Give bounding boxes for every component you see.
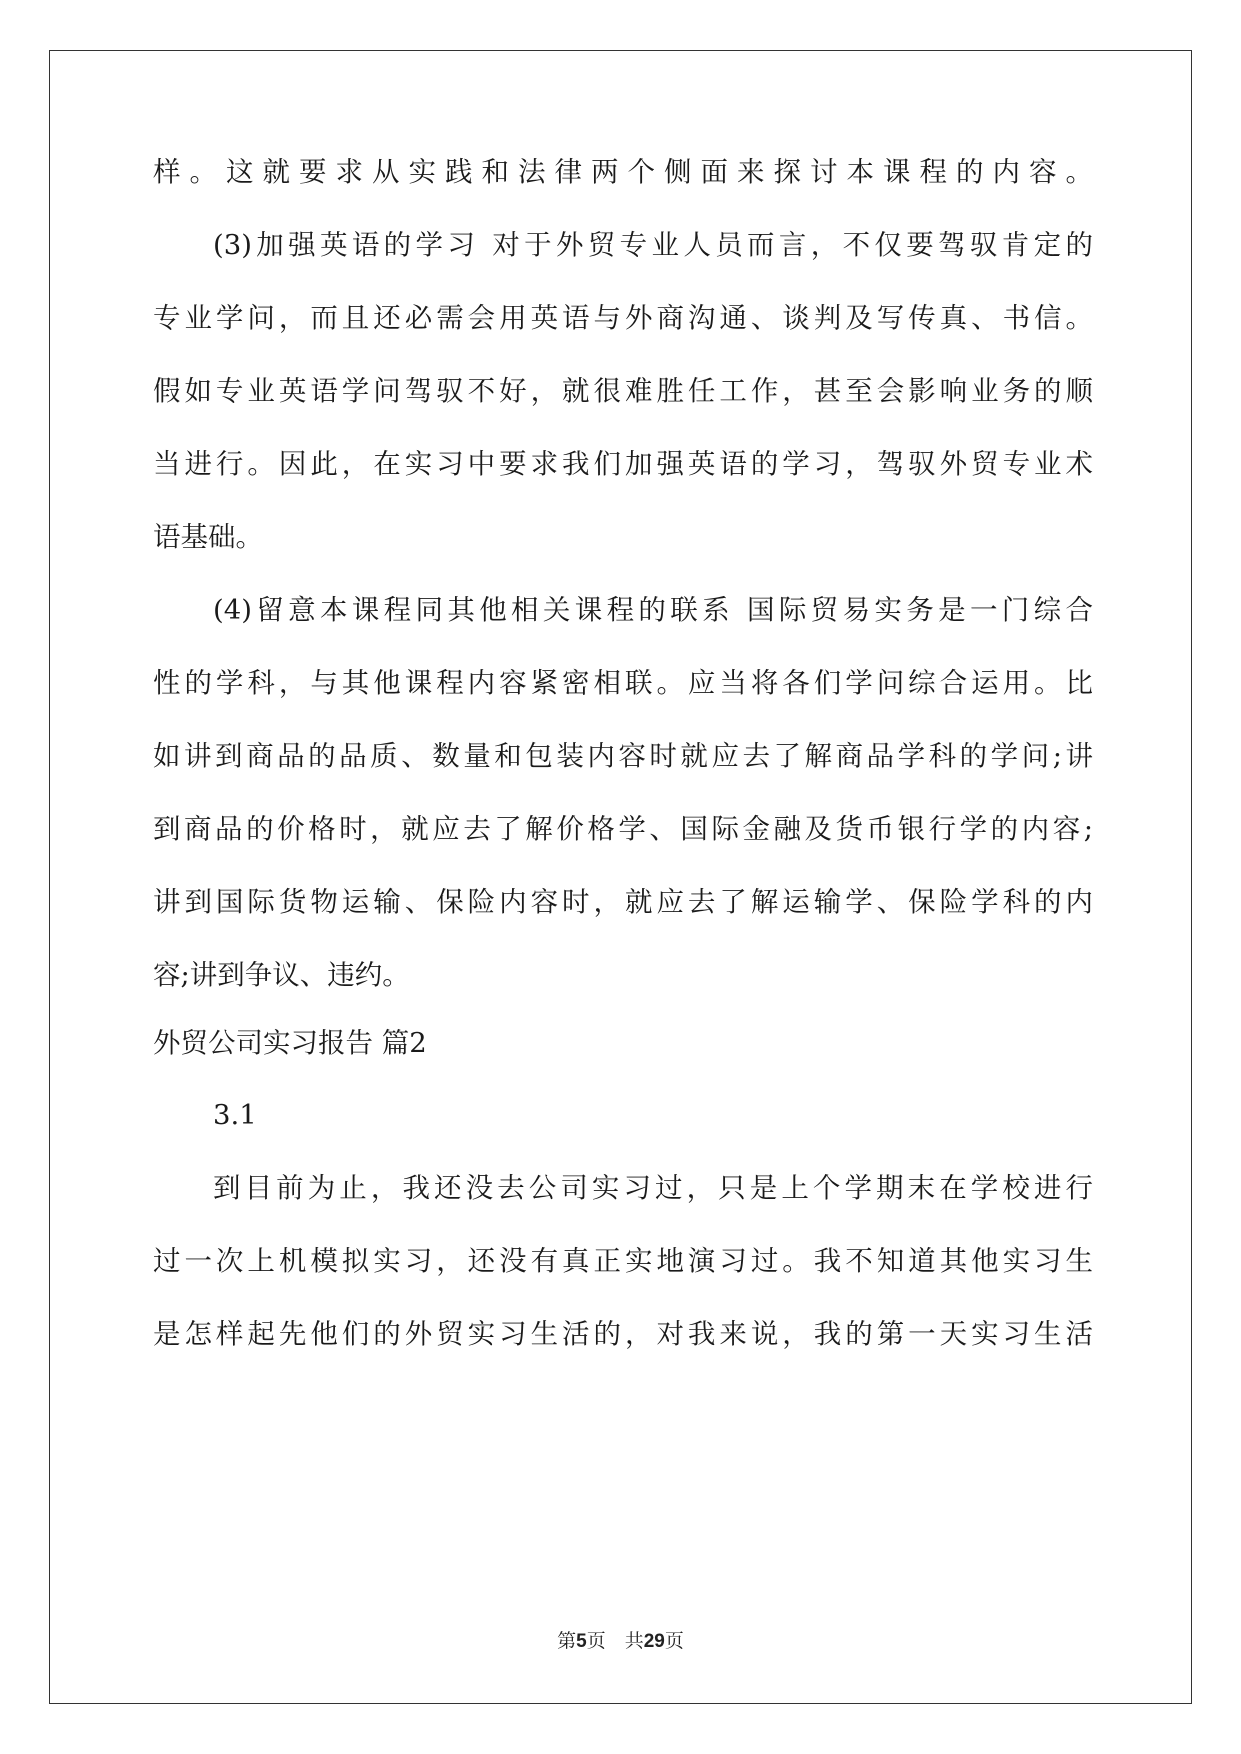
- text-line: 当进行。因此，在实习中要求我们加强英语的学习，驾驭外贸专业术: [153, 448, 1093, 480]
- text-line: 语基础。: [153, 521, 263, 553]
- text-line: 样。这就要求从实践和法律两个侧面来探讨本课程的内容。: [153, 156, 1093, 188]
- text-line: 如讲到商品的品质、数量和包装内容时就应去了解商品学科的学问;讲: [153, 740, 1093, 772]
- text-line: 性的学科，与其他课程内容紧密相联。应当将各们学问综合运用。比: [153, 667, 1093, 699]
- text-line: 到商品的价格时，就应去了解价格学、国际金融及货币银行学的内容;: [153, 813, 1093, 845]
- text-line: 假如专业英语学问驾驭不好，就很难胜任工作，甚至会影响业务的顺: [153, 375, 1093, 407]
- section-heading: 外贸公司实习报告 篇2: [153, 1027, 427, 1059]
- text-line: 到目前为止，我还没去公司实习过，只是上个学期末在学校进行: [213, 1172, 1093, 1204]
- text-line: (3)加强英语的学习 对于外贸专业人员而言，不仅要驾驭肯定的: [213, 229, 1093, 261]
- section-number: 3.1: [213, 1099, 257, 1131]
- page-suffix: 页: [664, 1630, 684, 1652]
- text-line: 是怎样起先他们的外贸实习生活的，对我来说，我的第一天实习生活: [153, 1318, 1093, 1350]
- text-line: 讲到国际货物运输、保险内容时，就应去了解运输学、保险学科的内: [153, 886, 1093, 918]
- page-mid-text: 页 共: [586, 1630, 644, 1652]
- text-line: 过一次上机模拟实习，还没有真正实地演习过。我不知道其他实习生: [153, 1245, 1093, 1277]
- page-footer: [0, 1626, 1241, 1656]
- text-line: (4)留意本课程同其他相关课程的联系 国际贸易实务是一门综合: [213, 594, 1093, 626]
- page-prefix: 第: [557, 1630, 577, 1652]
- text-line: 容;讲到争议、违约。: [153, 959, 410, 991]
- page-total-number: 29: [643, 1631, 665, 1652]
- page-current-number: 5: [576, 1631, 587, 1652]
- text-line: 专业学问，而且还必需会用英语与外商沟通、谈判及写传真、书信。: [153, 302, 1093, 334]
